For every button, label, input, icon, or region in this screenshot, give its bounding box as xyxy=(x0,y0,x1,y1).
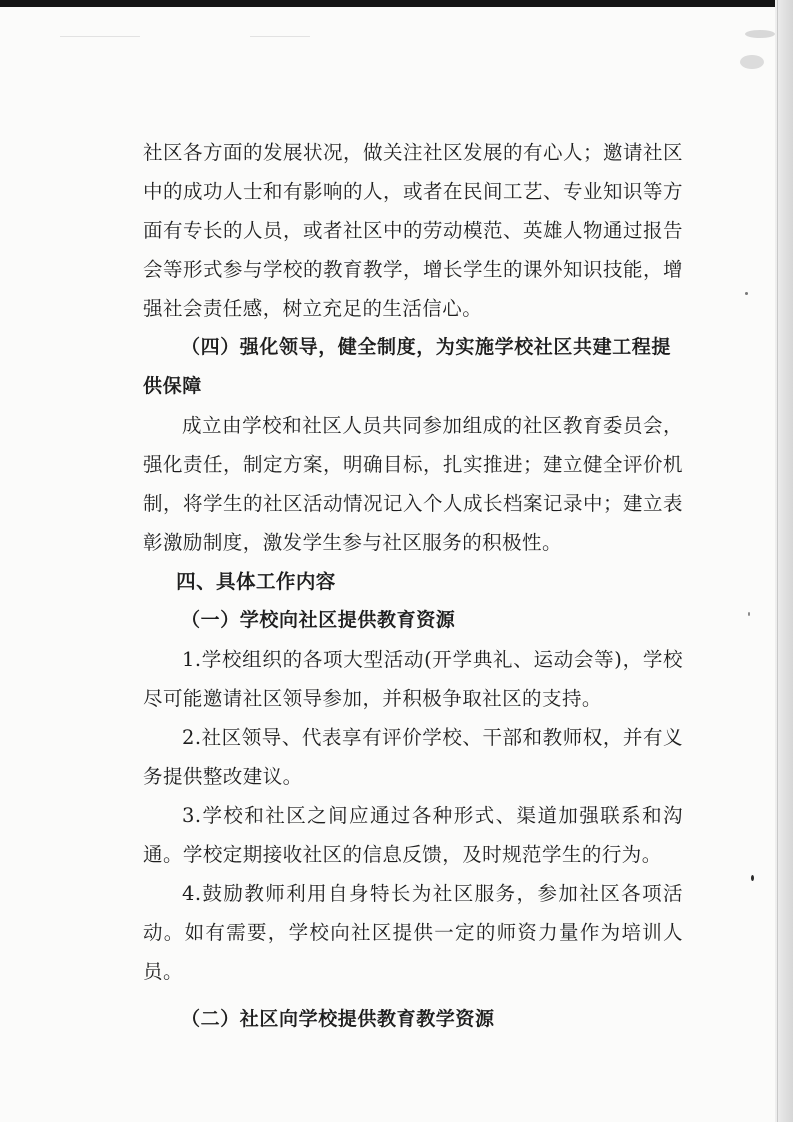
scanner-top-border xyxy=(0,0,793,7)
scan-artifact-line xyxy=(60,36,140,37)
subheading-community-to-school: （二）社区向学校提供教育教学资源 xyxy=(181,1008,495,1030)
scanner-right-edge xyxy=(775,0,793,1122)
section-heading-work-content: 四、具体工作内容 xyxy=(176,570,336,593)
list-item-2: 2.社区领导、代表享有评价学校、干部和教师权，并有义务提供整改建议。 xyxy=(143,726,683,788)
subheading-school-to-community: （一）学校向社区提供教育资源 xyxy=(181,609,456,631)
list-item-1: 1.学校组织的各项大型活动(开学典礼、运动会等)，学校尽可能邀请社区领导参加，并积极争取社区的支持。 xyxy=(143,648,683,710)
list-item-3: 3.学校和社区之间应通过各种形式、渠道加强联系和沟通。学校定期接收社区的信息反馈，及时规范学生的行为。 xyxy=(143,804,683,866)
scan-speck xyxy=(748,612,750,616)
heading-strengthen-leadership: （四）强化领导，健全制度，为实施学校社区共建工程提供保障 xyxy=(143,336,672,397)
scan-speck xyxy=(751,875,754,881)
scan-speck xyxy=(745,292,748,295)
paragraph-committee: 成立由学校和社区人员共同参加组成的社区教育委员会，强化责任，制定方案，明确目标，扎实推进；建立健全评价机制，将学生的社区活动情况记入个人成长档案记录中；建立表彰激励制度，激发学生参与社区服务的积极性。 xyxy=(143,414,683,554)
list-item-4: 4.鼓励教师利用自身特长为社区服务，参加社区各项活动。如有需要，学校向社区提供一定的师资力量作为培训人员。 xyxy=(143,882,683,983)
paragraph-continuation: 社区各方面的发展状况，做关注社区发展的有心人；邀请社区中的成功人士和有影响的人，或者在民间工艺、专业知识等方面有专长的人员，或者社区中的劳动模范、英雄人物通过报告会等形式参与学校的教育教学，增长学生的课外知识技能，增强社会责任感，树立充足的生活信心。 xyxy=(143,141,683,320)
scan-smudge xyxy=(740,55,764,69)
scan-smudge xyxy=(745,30,775,38)
scan-artifact-line xyxy=(250,36,310,37)
document-body xyxy=(143,133,683,1039)
